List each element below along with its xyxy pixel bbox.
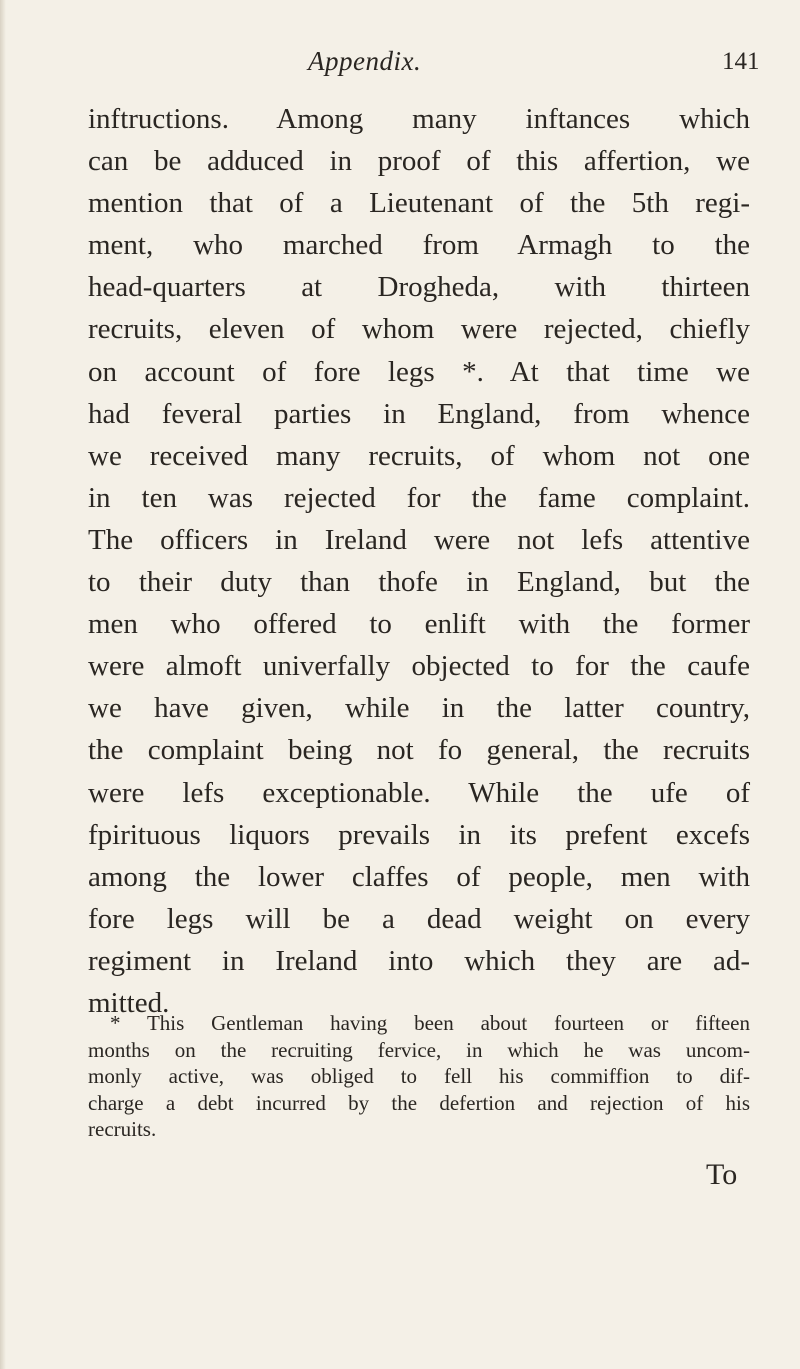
- body-line: the complaint being not fo general, the recruits: [88, 734, 750, 767]
- footnote-line: months on the recruiting fervice, in which he was uncom-: [88, 1037, 750, 1062]
- footnote-line: recruits.: [88, 1117, 157, 1142]
- body-line: had feveral parties in England, from whence: [88, 397, 750, 430]
- catchword: To: [706, 1158, 738, 1191]
- body-line: mention that of a Lieutenant of the 5th regi-: [88, 187, 750, 220]
- body-line: can be adduced in proof of this affertion, we: [88, 145, 750, 178]
- body-line: on account of fore legs *. At that time we: [88, 355, 750, 388]
- body-line: we received many recruits, of whom not one: [88, 439, 750, 472]
- body-line: fore legs will be a dead weight on every: [88, 902, 750, 935]
- body-line: recruits, eleven of whom were rejected, chiefly: [88, 313, 750, 346]
- body-line: The officers in Ireland were not lefs attentive: [88, 523, 750, 556]
- body-line: we have given, while in the latter country,: [88, 692, 750, 725]
- body-line: among the lower claffes of people, men with: [88, 860, 750, 893]
- body-line: mitted.: [88, 986, 170, 1019]
- body-line: inftructions. Among many inftances which: [88, 103, 750, 135]
- body-line: were almoft univerfally objected to for the caufe: [88, 650, 750, 683]
- body-line: head-quarters at Drogheda, with thirteen: [88, 271, 750, 304]
- body-line: ment, who marched from Armagh to the: [88, 229, 750, 262]
- page-number: 141: [722, 48, 760, 75]
- page-header: [0, 46, 800, 86]
- body-line: in ten was rejected for the fame complaint.: [88, 481, 750, 514]
- body-line: fpirituous liquors prevails in its prefent excefs: [88, 818, 750, 851]
- body-line: to their duty than thofe in England, but the: [88, 566, 750, 599]
- running-head: Appendix.: [308, 46, 422, 76]
- body-line: men who offered to enlift with the former: [88, 608, 750, 641]
- footnote-line: charge a debt incurred by the defertion and rejection of his: [88, 1090, 750, 1115]
- body-line: regiment in Ireland into which they are ad-: [88, 944, 750, 977]
- body-text: [88, 98, 750, 1024]
- body-line: were lefs exceptionable. While the ufe of: [88, 776, 750, 809]
- page-edge: [0, 0, 6, 1369]
- footnote-line: monly active, was obliged to fell his commiffion to dif-: [88, 1064, 750, 1089]
- footnote: [88, 1010, 750, 1143]
- footnote-line: * This Gentleman having been about fourteen or fifteen: [110, 1011, 750, 1035]
